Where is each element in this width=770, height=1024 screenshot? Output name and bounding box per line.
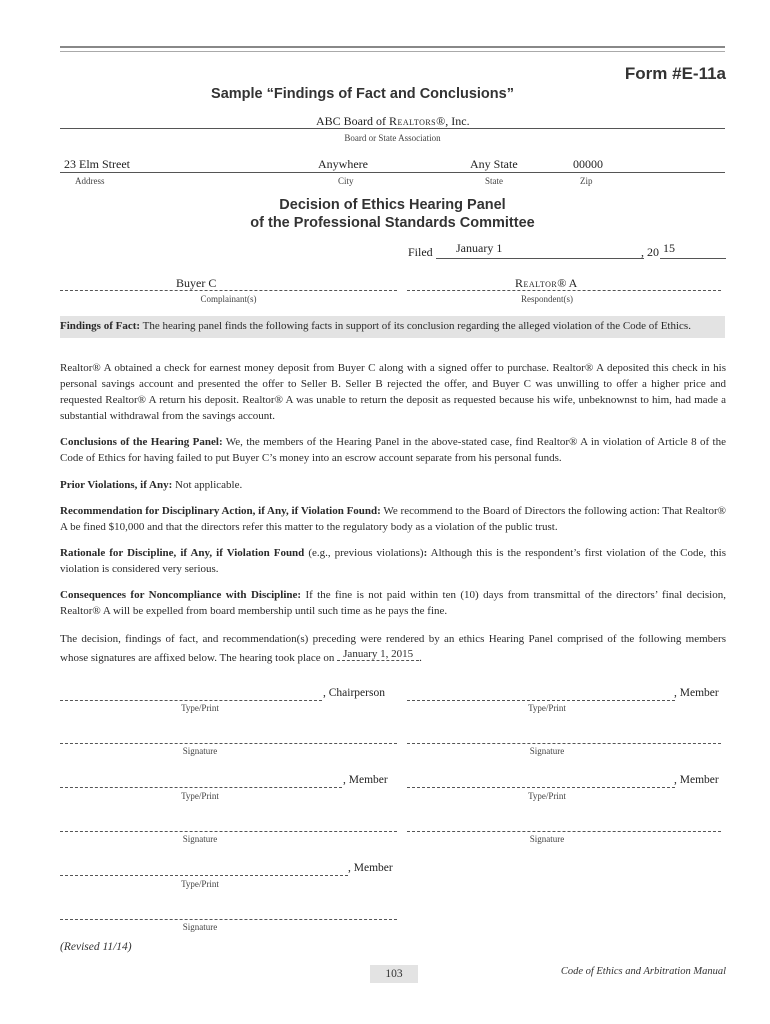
chair-sign-caption: Signature — [182, 746, 218, 756]
hearing-date: January 1, 2015 — [337, 648, 419, 661]
filed-year-underline — [660, 258, 726, 259]
member2-sign-line — [60, 831, 397, 832]
member3-sign-caption: Signature — [529, 834, 565, 844]
findings-body: Realtor® A obtained a check for earnest money deposit from Buyer C along with a signed offer to purchase. Realtor® A deposited this check in his personal savings account and presented the offer to Seller B. Seller B rejected the offer, and Buyer C was unwilling to offer a higher price and requested Realtor® A return his deposit. Realtor® A was unable to return the deposit as requested because his wife, unbeknownst to him, had made a substantial withdrawal from the savings account. — [60, 362, 726, 422]
chair-type-line — [60, 700, 322, 701]
findings-intro: Findings of Fact: The hearing panel finds the following facts in support of its conclusion regarding the alleged violation of the Code of Ethics. — [60, 320, 691, 332]
member4-type-caption: Type/Print — [181, 879, 219, 889]
rationale: Rationale for Discipline, if Any, if Violation Found (e.g., previous violations): Although this is the respondent’s first violation of the Code, this violation is considered very serious. — [60, 547, 726, 575]
member3-type-line — [407, 787, 675, 788]
member2-type-caption: Type/Print — [181, 791, 219, 801]
board-caption: Board or State Association — [344, 133, 441, 143]
member4-type-line — [60, 875, 348, 876]
top-rule-thin — [60, 51, 725, 52]
filed-year-prefix: , 20 — [641, 245, 659, 259]
respondent-name: Realtor® A — [515, 276, 578, 290]
board-name: ABC Board of Realtors®, Inc. — [316, 114, 470, 128]
top-rule — [60, 46, 725, 48]
closing-statement: The decision, findings of fact, and recommendation(s) preceding were rendered by an ethics Hearing Panel comprised of the following members whose signatures are affixed below. The hearing took place on January 1, 2015 . — [60, 633, 726, 664]
address-state: Any State — [470, 157, 518, 171]
filed-date-underline — [436, 258, 644, 259]
member4-label: , Member — [348, 862, 393, 874]
page-number: 103 — [370, 965, 418, 983]
address-city: Anywhere — [318, 157, 368, 171]
decision-title-line2: of the Professional Standards Committee — [250, 215, 535, 231]
member3-sign-line — [407, 831, 721, 832]
caption-zip: Zip — [580, 176, 593, 186]
caption-address: Address — [75, 176, 105, 186]
member2-label: , Member — [343, 774, 388, 786]
complainant-name: Buyer C — [176, 276, 217, 290]
caption-state: State — [485, 176, 503, 186]
address-zip: 00000 — [573, 157, 603, 171]
member3-label: , Member — [674, 774, 719, 786]
member1-sign-line — [407, 743, 721, 744]
chairperson-label: , Chairperson — [323, 687, 385, 699]
member2-type-line — [60, 787, 342, 788]
page-title: Sample “Findings of Fact and Conclusions” — [211, 86, 514, 102]
manual-title: Code of Ethics and Arbitration Manual — [560, 966, 726, 977]
filed-date: January 1 — [456, 241, 503, 255]
chair-type-caption: Type/Print — [181, 703, 219, 713]
member3-type-caption: Type/Print — [528, 791, 566, 801]
member1-sign-caption: Signature — [529, 746, 565, 756]
member4-sign-caption: Signature — [182, 922, 218, 932]
respondent-caption: Respondent(s) — [521, 294, 573, 304]
address-street: 23 Elm Street — [64, 157, 130, 171]
address-underline — [60, 172, 725, 173]
member1-type-caption: Type/Print — [528, 703, 566, 713]
chair-sign-line — [60, 743, 397, 744]
decision-title-line1: Decision of Ethics Hearing Panel — [279, 197, 506, 213]
complainant-underline — [60, 290, 397, 291]
recommendation: Recommendation for Disciplinary Action, if Any, if Violation Found: We recommend to the Board of Directors the following action: That Realtor® A be fined $10,000 and that the directors refer this matter to the regulatory body as a violation of the public trust. — [60, 505, 726, 533]
consequences: Consequences for Noncompliance with Discipline: If the fine is not paid within ten (10) days from transmittal of the directors’ final decision, Realtor® A will be expelled from board membership until such time as he pays the fine. — [60, 589, 726, 617]
complainant-caption: Complainant(s) — [200, 294, 257, 304]
filed-year: 15 — [663, 241, 675, 255]
filed-label: Filed — [408, 245, 433, 259]
caption-city: City — [338, 176, 354, 186]
conclusions: Conclusions of the Hearing Panel: We, the members of the Hearing Panel in the above-stated case, find Realtor® A in violation of Article 8 of the Code of Ethics for having failed to put Buyer C’s money into an escrow account separate from his personal funds. — [60, 436, 726, 464]
prior-violations: Prior Violations, if Any: Not applicable. — [60, 479, 243, 491]
member1-type-line — [407, 700, 675, 701]
member1-label: , Member — [674, 687, 719, 699]
revised-note: (Revised 11/14) — [60, 941, 132, 953]
form-number: Form #E-11a — [624, 64, 726, 83]
member2-sign-caption: Signature — [182, 834, 218, 844]
member4-sign-line — [60, 919, 397, 920]
